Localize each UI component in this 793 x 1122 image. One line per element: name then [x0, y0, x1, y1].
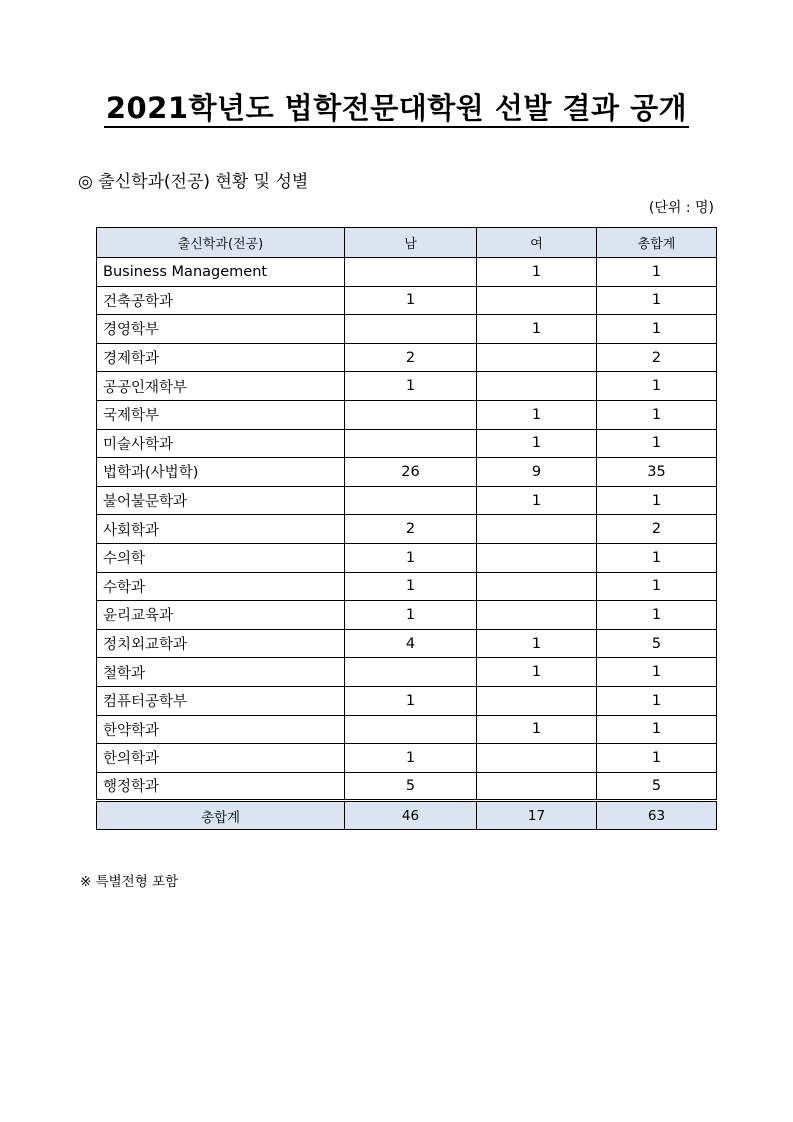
table-header-row	[97, 228, 717, 258]
table-row	[97, 429, 717, 458]
row-male	[345, 486, 477, 515]
row-male: 1	[345, 601, 477, 630]
row-male: 1	[345, 572, 477, 601]
row-total: 2	[597, 515, 717, 544]
table-row	[97, 458, 717, 487]
row-department: 정치외교학과	[97, 629, 345, 658]
table-row	[97, 658, 717, 687]
table-row	[97, 486, 717, 515]
row-total: 1	[597, 429, 717, 458]
row-total: 1	[597, 286, 717, 315]
row-total: 1	[597, 486, 717, 515]
row-total: 1	[597, 744, 717, 773]
row-total: 1	[597, 686, 717, 715]
table-row	[97, 400, 717, 429]
row-female	[477, 372, 597, 401]
row-female	[477, 601, 597, 630]
row-male	[345, 429, 477, 458]
table-row	[97, 543, 717, 572]
table-row	[97, 258, 717, 287]
row-female: 1	[477, 715, 597, 744]
row-department: 행정학과	[97, 772, 345, 801]
row-female	[477, 343, 597, 372]
row-department: 국제학부	[97, 400, 345, 429]
row-male	[345, 315, 477, 344]
header-total: 총합계	[597, 228, 717, 258]
row-department: 한약학과	[97, 715, 345, 744]
row-total: 1	[597, 601, 717, 630]
row-female: 1	[477, 658, 597, 687]
row-male: 4	[345, 629, 477, 658]
total-total: 63	[597, 801, 717, 830]
row-total: 1	[597, 715, 717, 744]
table-total-row	[97, 801, 717, 830]
row-department: 수의학	[97, 543, 345, 572]
row-male: 1	[345, 286, 477, 315]
row-department: 법학과(사법학)	[97, 458, 345, 487]
total-female: 17	[477, 801, 597, 830]
row-male: 5	[345, 772, 477, 801]
row-department: 경영학부	[97, 315, 345, 344]
row-male	[345, 400, 477, 429]
table-row	[97, 515, 717, 544]
row-female	[477, 515, 597, 544]
row-total: 35	[597, 458, 717, 487]
header-male: 남	[345, 228, 477, 258]
row-male: 2	[345, 515, 477, 544]
row-female: 9	[477, 458, 597, 487]
table-body	[97, 258, 717, 801]
row-department: 윤리교육과	[97, 601, 345, 630]
row-female: 1	[477, 629, 597, 658]
table-row	[97, 343, 717, 372]
total-male: 46	[345, 801, 477, 830]
row-total: 1	[597, 315, 717, 344]
table-row	[97, 629, 717, 658]
row-male: 1	[345, 543, 477, 572]
row-male	[345, 715, 477, 744]
table-row	[97, 744, 717, 773]
row-female: 1	[477, 258, 597, 287]
unit-label: (단위 : 명)	[648, 200, 714, 216]
row-department: 불어불문학과	[97, 486, 345, 515]
row-female	[477, 286, 597, 315]
table-row	[97, 572, 717, 601]
page-title-text: 2021학년도 법학전문대학원 선발 결과 공개	[104, 91, 689, 128]
table-row	[97, 715, 717, 744]
row-female	[477, 744, 597, 773]
table-row	[97, 772, 717, 801]
row-department: 미술사학과	[97, 429, 345, 458]
row-male: 1	[345, 744, 477, 773]
row-department: 수학과	[97, 572, 345, 601]
table-row	[97, 686, 717, 715]
row-male: 1	[345, 686, 477, 715]
section-heading: ◎ 출신학과(전공) 현황 및 성별	[78, 172, 309, 192]
department-gender-table	[96, 227, 717, 830]
table-row	[97, 286, 717, 315]
row-total: 2	[597, 343, 717, 372]
row-female	[477, 572, 597, 601]
page-title	[0, 88, 793, 128]
row-total: 1	[597, 658, 717, 687]
row-total: 1	[597, 258, 717, 287]
row-male: 1	[345, 372, 477, 401]
row-department: 철학과	[97, 658, 345, 687]
row-female: 1	[477, 486, 597, 515]
header-department: 출신학과(전공)	[97, 228, 345, 258]
row-department: 컴퓨터공학부	[97, 686, 345, 715]
row-department: 사회학과	[97, 515, 345, 544]
total-label: 총합계	[97, 801, 345, 830]
header-female: 여	[477, 228, 597, 258]
row-female: 1	[477, 429, 597, 458]
row-department: 공공인재학부	[97, 372, 345, 401]
footnote: ※ 특별전형 포함	[80, 874, 179, 890]
row-female	[477, 686, 597, 715]
row-total: 5	[597, 772, 717, 801]
row-female: 1	[477, 400, 597, 429]
row-department: 한의학과	[97, 744, 345, 773]
row-female: 1	[477, 315, 597, 344]
table-row	[97, 315, 717, 344]
row-department: 경제학과	[97, 343, 345, 372]
row-department: Business Management	[97, 258, 345, 287]
row-male: 26	[345, 458, 477, 487]
table-row	[97, 372, 717, 401]
table-row	[97, 601, 717, 630]
row-male	[345, 258, 477, 287]
row-total: 1	[597, 372, 717, 401]
row-total: 1	[597, 572, 717, 601]
row-total: 1	[597, 400, 717, 429]
row-total: 1	[597, 543, 717, 572]
row-female	[477, 543, 597, 572]
row-female	[477, 772, 597, 801]
row-department: 건축공학과	[97, 286, 345, 315]
row-male	[345, 658, 477, 687]
row-male: 2	[345, 343, 477, 372]
row-total: 5	[597, 629, 717, 658]
